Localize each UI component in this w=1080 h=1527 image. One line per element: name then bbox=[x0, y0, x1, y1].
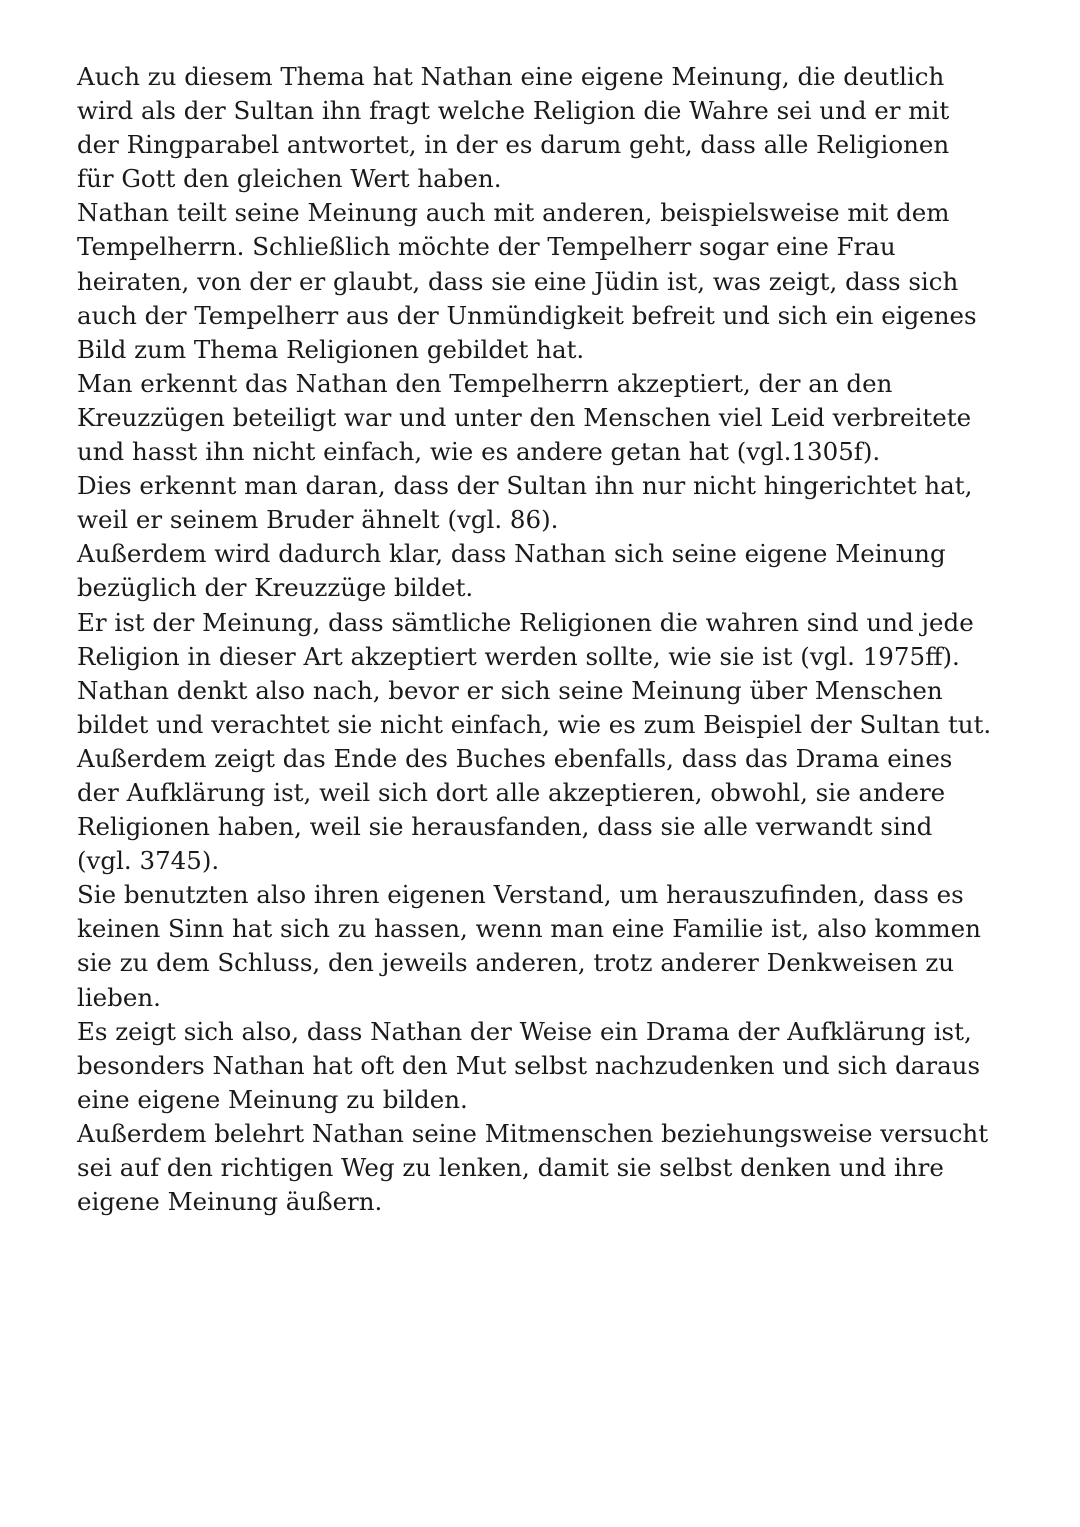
text-line: bezüglich der Kreuzzüge bildet. bbox=[77, 573, 474, 603]
text-line: Sie benutzten also ihren eigenen Verstand, um herauszufinden, dass es bbox=[77, 880, 964, 910]
text-line: heiraten, von der er glaubt, dass sie eine Jüdin ist, was zeigt, dass sich bbox=[77, 266, 959, 296]
text-line: und hasst ihn nicht einfach, wie es andere getan hat (vgl.1305f). bbox=[77, 437, 881, 467]
text-line: Außerdem belehrt Nathan seine Mitmenschen beziehungsweise versucht bbox=[77, 1118, 989, 1148]
text-line: auch der Tempelherr aus der Unmündigkeit befreit und sich ein eigenes bbox=[77, 300, 977, 330]
text-line: Nathan teilt seine Meinung auch mit anderen, beispielsweise mit dem bbox=[77, 198, 950, 228]
text-line: Dies erkennt man daran, dass der Sultan ihn nur nicht hingerichtet hat, bbox=[77, 471, 973, 501]
text-line: Es zeigt sich also, dass Nathan der Weise ein Drama der Aufklärung ist, bbox=[77, 1016, 972, 1046]
text-line: Er ist der Meinung, dass sämtliche Religionen die wahren sind und jede bbox=[77, 607, 974, 637]
text-line: Religionen haben, weil sie herausfanden, dass sie alle verwandt sind bbox=[77, 812, 933, 842]
text-line: (vgl. 3745). bbox=[77, 846, 220, 876]
text-line: eigene Meinung äußern. bbox=[77, 1187, 383, 1217]
text-line: für Gott den gleichen Wert haben. bbox=[77, 164, 502, 194]
text-line: Religion in dieser Art akzeptiert werden sollte, wie sie ist (vgl. 1975ff). bbox=[77, 641, 960, 671]
text-line: der Ringparabel antwortet, in der es darum geht, dass alle Religionen bbox=[77, 130, 950, 160]
text-line: keinen Sinn hat sich zu hassen, wenn man eine Familie ist, also kommen bbox=[77, 914, 981, 944]
body-text bbox=[77, 60, 1037, 1219]
text-line: sei auf den richtigen Weg zu lenken, damit sie selbst denken und ihre bbox=[77, 1153, 944, 1182]
text-line: besonders Nathan hat oft den Mut selbst nachzudenken und sich daraus bbox=[77, 1050, 981, 1080]
text-line: lieben. bbox=[77, 982, 161, 1012]
text-line: wird als der Sultan ihn fragt welche Religion die Wahre sei und er mit bbox=[77, 96, 950, 126]
text-line: bildet und verachtet sie nicht einfach, wie es zum Beispiel der Sultan tut. bbox=[77, 709, 992, 739]
text-line: Nathan denkt also nach, bevor er sich seine Meinung über Menschen bbox=[77, 675, 943, 705]
text-line: Auch zu diesem Thema hat Nathan eine eigene Meinung, die deutlich bbox=[77, 62, 945, 91]
text-line: Bild zum Thema Religionen gebildet hat. bbox=[77, 334, 585, 364]
text-line: sie zu dem Schluss, den jeweils anderen, trotz anderer Denkweisen zu bbox=[77, 948, 954, 978]
text-line: Kreuzzügen beteiligt war und unter den Menschen viel Leid verbreitete bbox=[77, 402, 972, 432]
text-line: Man erkennt das Nathan den Tempelherrn akzeptiert, der an den bbox=[77, 368, 893, 398]
text-line: eine eigene Meinung zu bilden. bbox=[77, 1084, 468, 1114]
text-line: Tempelherrn. Schließlich möchte der Tempelherr sogar eine Frau bbox=[77, 232, 896, 262]
text-line: Außerdem wird dadurch klar, dass Nathan sich seine eigene Meinung bbox=[77, 539, 946, 569]
text-line: der Aufklärung ist, weil sich dort alle akzeptieren, obwohl, sie andere bbox=[77, 777, 946, 807]
text-line: weil er seinem Bruder ähnelt (vgl. 86). bbox=[77, 505, 559, 535]
text-line: Außerdem zeigt das Ende des Buches ebenfalls, dass das Drama eines bbox=[77, 743, 953, 773]
